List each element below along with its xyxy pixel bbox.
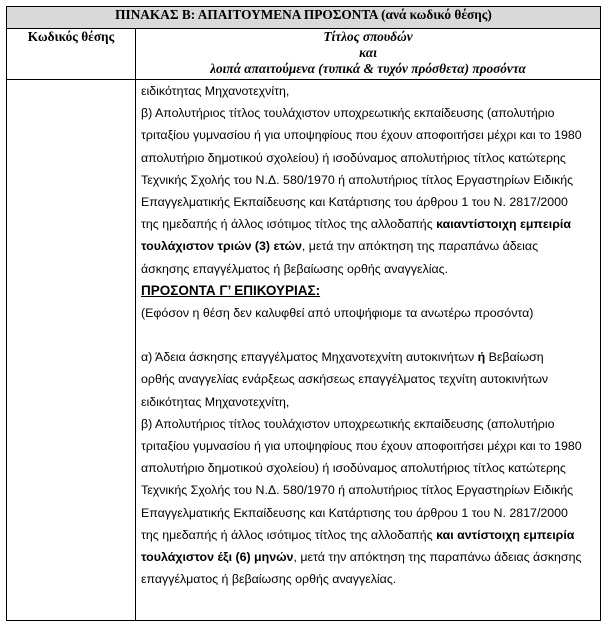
text-line: ειδικότητας Μηχανοτεχνίτη, — [141, 394, 290, 409]
text-line: β) Απολυτήριος τίτλος τουλάχιστον υποχρεωτικής εκπαίδευσης (απολυτήριο — [141, 416, 555, 431]
table-title: ΠΙΝΑΚΑΣ Β: ΑΠΑΙΤΟΥΜΕΝΑ ΠΡΟΣΟΝΤΑ (ανά κωδικό θέσης) — [7, 7, 601, 29]
text-line: Τεχνικής Σχολής του Ν.Δ. 580/1970 ή απολυτήριος τίτλος Εργαστηρίων Ειδικής — [141, 483, 574, 498]
table-header-row — [7, 29, 601, 80]
text-line: ειδικότητας Μηχανοτεχνίτη, — [141, 84, 290, 98]
text-line: άσκησης επαγγέλματος ή βεβαίωσης ορθής αναγγελίας. — [141, 261, 449, 276]
text-line — [141, 213, 598, 235]
text-line: Τεχνικής Σχολής του Ν.Δ. 580/1970 ή απολυτήριος τίτλος Εργαστηρίων Ειδικής — [141, 172, 574, 187]
text-line — [141, 524, 598, 546]
text-span: α) Άδεια άσκησης επαγγέλματος Μηχανοτεχνίτη αυτοκινήτων — [141, 350, 478, 365]
text-span: της ημεδαπής ή άλλος ισότιμος τίτλος της αλλοδαπής — [141, 217, 437, 232]
text-line: απολυτήριο δημοτικού σχολείου) ή ισοδύναμος απολυτήριος τίτλος κατώτερης — [141, 461, 566, 476]
column-header-title-line3: λοιπά απαιτούμενα (τυπικά & τυχόν πρόσθετα) προσόντα — [210, 61, 526, 76]
column-header-code: Κωδικός θέσης — [7, 29, 136, 80]
text-line: Επαγγελματικής Εκπαίδευσης και Κατάρτισης του άρθρου 1 του Ν. 2817/2000 — [141, 505, 568, 520]
experience-duration-bold: τουλάχιστον τριών (3) ετών — [141, 239, 302, 254]
text-line — [141, 235, 598, 257]
text-line — [141, 546, 598, 568]
text-line: τριταξίου γυμνασίου ή για υποψηφίους που έχουν αποφοιτήσει μέχρι και το 1980 — [141, 128, 582, 143]
text-line: τριταξίου γυμνασίου ή για υποψηφίους που έχουν αποφοιτήσει μέχρι και το 1980 — [141, 439, 582, 453]
text-span: , μετά την απόκτηση της παραπάνω άδειας άσκησης — [293, 549, 582, 564]
experience-requirement-bold: και αντίστοιχη εμπειρία — [436, 527, 575, 542]
experience-duration-bold: τουλάχιστον έξι (6) μηνών — [141, 549, 294, 564]
column-header-title-line1: Τίτλος σπουδών — [323, 29, 413, 44]
text-line: επαγγέλματος ή βεβαίωσης ορθής αναγγελίας. — [141, 572, 397, 587]
text-line — [141, 346, 598, 368]
text-line: β) Απολυτήριος τίτλος τουλάχιστον υποχρεωτικής εκπαίδευσης (απολυτήριο — [141, 106, 555, 121]
code-cell — [7, 80, 136, 621]
text-line: Επαγγελματικής Εκπαίδευσης και Κατάρτισης του άρθρου 1 του Ν. 2817/2000 — [141, 194, 568, 209]
table-title-row — [7, 7, 601, 29]
text-line: ορθής αναγγελίας ενάρξεως ασκήσεως επαγγέλματος τεχνίτη αυτοκινήτων — [141, 372, 549, 387]
table-body-row — [7, 80, 601, 621]
section-heading: ΠΡΟΣΟΝΤΑ Γ’ ΕΠΙΚΟΥΡΙΑΣ: — [141, 282, 321, 298]
blank-line — [141, 324, 598, 346]
or-bold: ή — [477, 350, 486, 365]
text-span: Βεβαίωση — [485, 350, 544, 365]
column-header-title-line2: και — [359, 45, 377, 60]
text-line: απολυτήριο δημοτικού σχολείου) ή ισοδύναμος απολυτήριος τίτλος κατώτερης — [141, 150, 566, 165]
text-span: , μετά την απόκτηση της παραπάνω άδειας — [301, 239, 539, 254]
experience-requirement-bold: καιαντίστοιχη εμπειρία — [436, 217, 571, 232]
column-header-title — [136, 29, 601, 80]
requirements-text — [136, 80, 600, 620]
text-span: της ημεδαπής ή άλλος ισότιμος τίτλος της αλλοδαπής — [141, 527, 437, 542]
requirements-table — [6, 6, 601, 621]
section-note: (Εφόσον η θέση δεν καλυφθεί από υποψήφιομε τα ανωτέρω προσόντα) — [141, 305, 534, 320]
requirements-cell — [136, 80, 601, 621]
